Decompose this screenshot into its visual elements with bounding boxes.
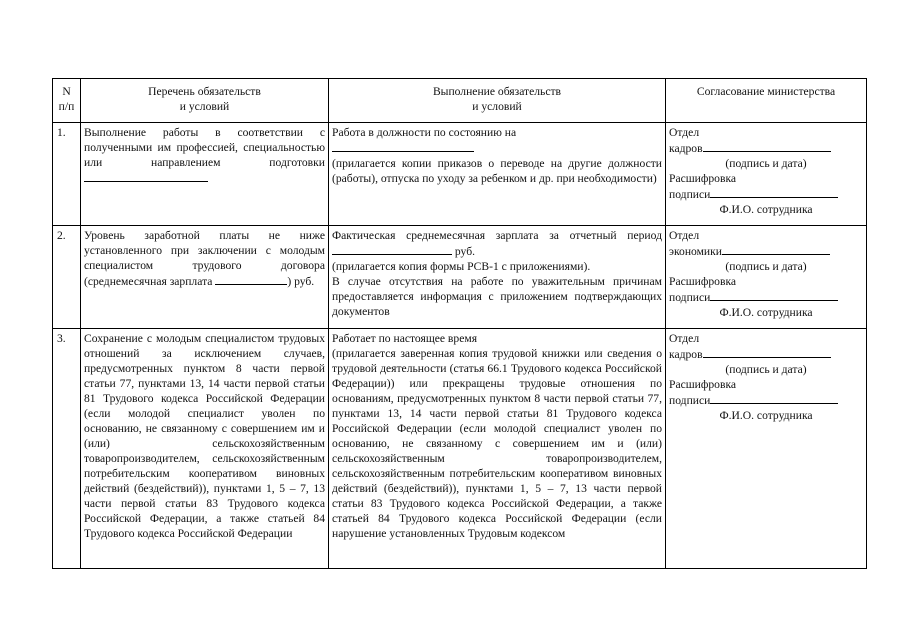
execution-text: Фактическая среднемесячная зарплата за отчетный период <box>332 229 662 242</box>
obligation-text-end: ) руб. <box>287 275 315 288</box>
blank-line <box>215 273 287 285</box>
header-exec-line2: и условий <box>472 100 522 113</box>
signature-line <box>722 243 830 255</box>
approval-transcript: Расшифровка <box>669 378 737 391</box>
row-number: 2. <box>53 226 81 329</box>
execution-text: Работа в должности по состоянию на <box>332 126 517 139</box>
signature-line <box>710 289 838 301</box>
table-row <box>53 329 867 569</box>
header-ministry-approval <box>666 79 867 123</box>
approval-dept: Отдел <box>669 126 700 139</box>
execution-cell <box>329 123 666 226</box>
row-number: 1. <box>53 123 81 226</box>
execution-cell <box>329 329 666 569</box>
execution-currency: руб. <box>454 245 475 258</box>
approval-cell <box>666 329 867 569</box>
header-obligations-execution <box>329 79 666 123</box>
blank-line <box>332 243 452 255</box>
header-number-line2: п/п <box>58 100 75 113</box>
header-obligations-list <box>81 79 329 123</box>
approval-sign-caption: (подпись и дата) <box>725 260 807 273</box>
obligation-cell <box>81 226 329 329</box>
obligations-table <box>52 78 867 569</box>
approval-signature-label: подписи <box>669 188 711 201</box>
blank-line <box>84 170 208 182</box>
approval-dept: Отдел <box>669 229 700 242</box>
execution-note: (прилагается копия формы РСВ-1 с приложениями). <box>332 260 591 273</box>
approval-dept-name: кадров <box>669 142 703 155</box>
execution-note: (прилагается копии приказов о переводе на другие должности (работы), отпуска по уходу за ребенком и др. при необходимости) <box>332 157 662 185</box>
table-header-row <box>53 79 867 123</box>
execution-note-2: В случае отсутствия на работе по уважительным причинам предоставляется информация с приложением подтверждающих документов <box>332 275 662 318</box>
approval-signature-label: подписи <box>669 394 711 407</box>
blank-line <box>332 140 474 152</box>
table-row <box>53 226 867 329</box>
execution-text: Работает по настоящее время <box>332 332 478 345</box>
row-number: 3. <box>53 329 81 569</box>
header-list-line1: Перечень обязательств <box>148 85 261 98</box>
header-list-line2: и условий <box>179 100 230 113</box>
table-row <box>53 123 867 226</box>
approval-sign-caption: (подпись и дата) <box>725 157 807 170</box>
approval-sign-caption: (подпись и дата) <box>725 363 807 376</box>
header-exec-line1: Выполнение обязательств <box>432 85 562 98</box>
approval-transcript: Расшифровка <box>669 172 737 185</box>
approval-transcript: Расшифровка <box>669 275 737 288</box>
obligation-cell <box>81 123 329 226</box>
approval-dept-name: кадров <box>669 348 703 361</box>
header-number-line1: N <box>62 85 71 98</box>
obligation-text: Сохранение с молодым специалистом трудовых отношений за исключением случаев, предусмотренных пунктом 8 части первой статьи 77, пунктами 13, 14 части первой статьи 81 Трудового кодекса Российской Федерации (если молодой специалист уволен по основанию, не связанному с совершением им и (или) сельскохозяйственным товаропроизводителем, сельскохозяйственным потребительским кооперативом виновных действий (бездействий)), пунктами 1, 5 – 7, 13 части первой статьи 83 Трудового кодекса Российской Федерации, а также статьей 84 Трудового кодекса Российской Федерации <box>84 332 325 540</box>
header-approval-text: Согласование министерства <box>696 85 836 98</box>
obligation-text: Уровень заработной платы не ниже установленного при заключении с молодым специалистом трудового договора (среднемесячная зарплата <box>84 229 325 288</box>
approval-name-caption: Ф.И.О. сотрудника <box>719 203 813 216</box>
approval-name-caption: Ф.И.О. сотрудника <box>719 306 813 319</box>
signature-line <box>710 186 838 198</box>
approval-cell <box>666 226 867 329</box>
obligation-cell <box>81 329 329 569</box>
approval-name-caption: Ф.И.О. сотрудника <box>719 409 813 422</box>
approval-dept: Отдел <box>669 332 700 345</box>
approval-signature-label: подписи <box>669 291 711 304</box>
signature-line <box>703 140 831 152</box>
approval-dept-name: экономики <box>669 245 722 258</box>
signature-line <box>703 346 831 358</box>
execution-cell <box>329 226 666 329</box>
obligation-text: Выполнение работы в соответствии с полученными им профессией, специальностью или направлением подготовки <box>84 126 325 169</box>
execution-note: (прилагается заверенная копия трудовой книжки или сведения о трудовой деятельности (статья 66.1 Трудового кодекса Российской Федерации)) или прекращены трудовые отношения по основаниям, предусмотренных пунктом 8 части первой статьи 77, пунктами 13, 14 части первой статьи 81 Трудового кодекса Российской Федерации (если молодой специалист уволен по основанию, не связанному с совершением им и (или) сельскохозяйственным товаропроизводителем, сельскохозяйственным потребительским кооперативом виновных действий (бездействий)), пунктами 1, 5 – 7, 13 части первой статьи 83 Трудового кодекса Российской Федерации, а также статьей 84 Трудового кодекса Российской Федерации (если нарушение установленных Трудовым кодексом <box>332 347 662 540</box>
header-number <box>53 79 81 123</box>
signature-line <box>710 392 838 404</box>
approval-cell <box>666 123 867 226</box>
